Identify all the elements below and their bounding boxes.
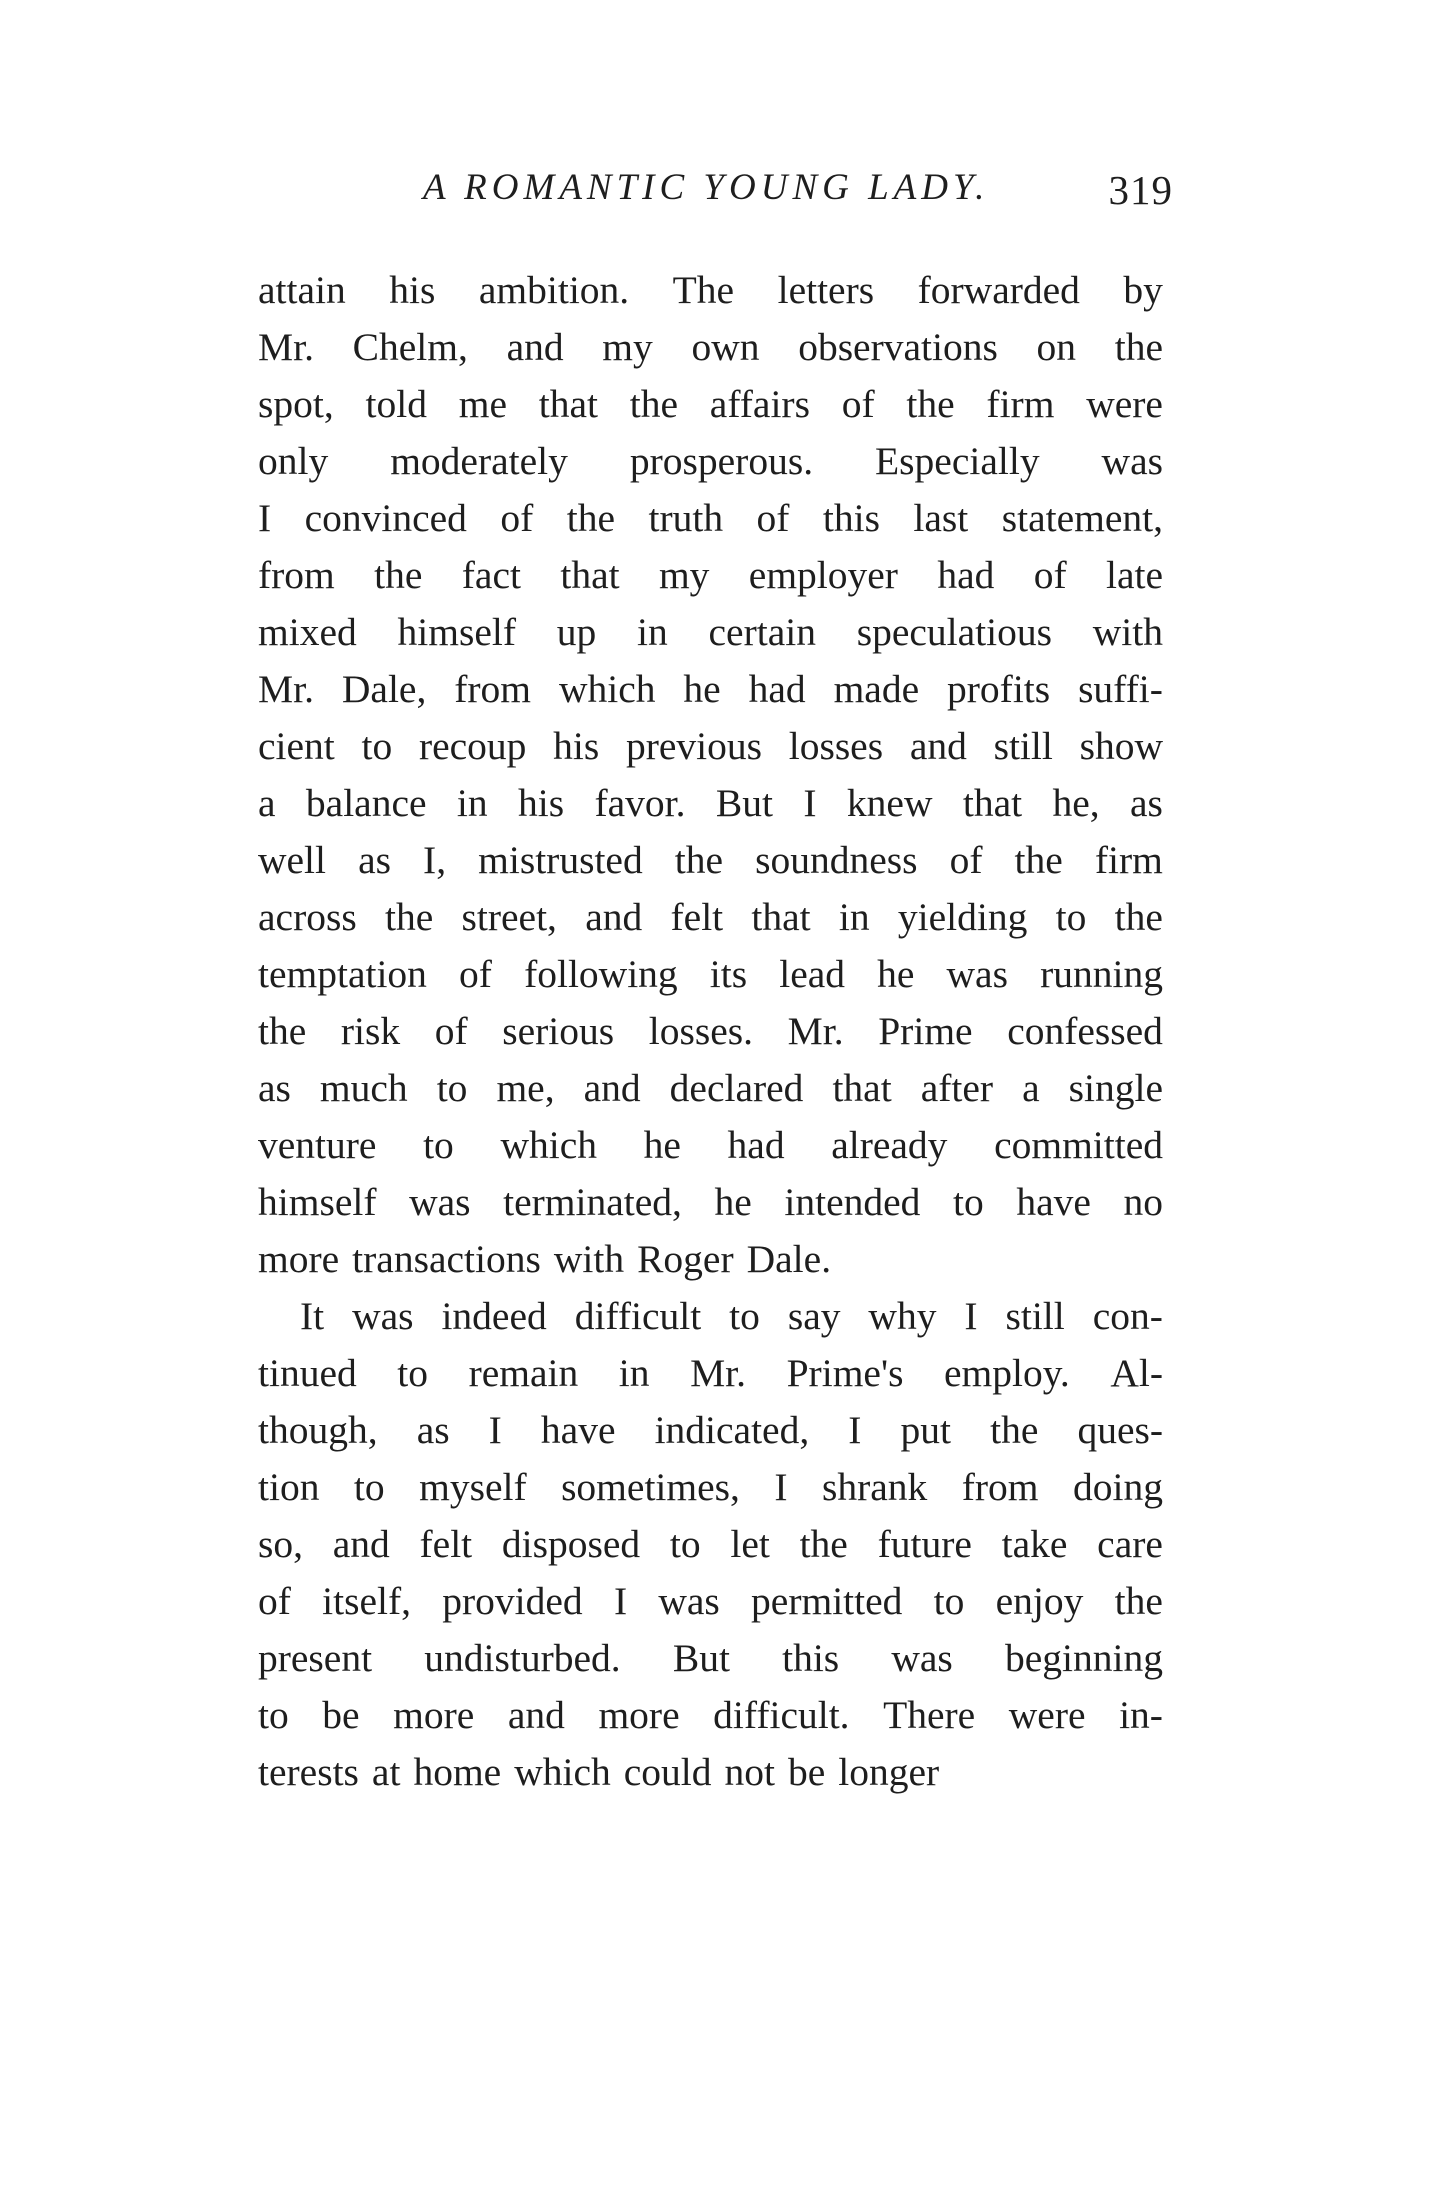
- word: and: [909, 724, 967, 768]
- running-title: A ROMANTIC YOUNG LADY.: [423, 167, 990, 208]
- word: undisturbed.: [424, 1636, 621, 1680]
- word: moderately: [390, 439, 568, 483]
- text-line: [258, 1516, 1163, 1573]
- word: fact: [461, 553, 521, 597]
- word: told: [365, 382, 427, 426]
- word: risk: [340, 1009, 401, 1053]
- word: and: [332, 1522, 390, 1566]
- word: Mr.: [787, 1009, 844, 1053]
- word: from: [961, 1465, 1039, 1509]
- word: I: [488, 1408, 502, 1452]
- word: terests: [258, 1750, 359, 1794]
- word: and: [585, 895, 643, 939]
- word: Dale.: [746, 1237, 832, 1281]
- word: Al-: [1110, 1351, 1163, 1395]
- word: this: [822, 496, 880, 540]
- word: were: [1008, 1693, 1086, 1737]
- word: as: [258, 1066, 291, 1110]
- word: the: [374, 553, 423, 597]
- word: across: [258, 895, 357, 939]
- text-line: [258, 1744, 1163, 1801]
- text-line: [258, 1573, 1163, 1630]
- word: transactions: [352, 1237, 541, 1281]
- text-line: [258, 1060, 1163, 1117]
- word: in: [838, 895, 870, 939]
- word: mistrusted: [478, 838, 643, 882]
- word: to: [258, 1693, 289, 1737]
- word: provided: [442, 1579, 583, 1623]
- word: doing: [1072, 1465, 1163, 1509]
- word: declared: [669, 1066, 804, 1110]
- word: of: [459, 952, 492, 996]
- word: suffi-: [1078, 667, 1163, 711]
- word: certain: [708, 610, 816, 654]
- word: previous: [625, 724, 762, 768]
- word: favor.: [594, 781, 686, 825]
- text-line: [258, 1687, 1163, 1744]
- word: to: [933, 1579, 965, 1623]
- word: street,: [461, 895, 557, 939]
- word: a: [1022, 1066, 1040, 1110]
- word: I,: [423, 838, 447, 882]
- word: affairs: [709, 382, 810, 426]
- word: prosperous.: [629, 439, 814, 483]
- word: The: [672, 268, 735, 312]
- word: future: [877, 1522, 972, 1566]
- word: ques-: [1077, 1408, 1163, 1452]
- word: the: [258, 1009, 307, 1053]
- word: balance: [305, 781, 427, 825]
- word: me,: [496, 1066, 555, 1110]
- word: running: [1040, 952, 1163, 996]
- word: longer: [838, 1750, 940, 1794]
- word: Mr.: [690, 1351, 747, 1395]
- word: that: [962, 781, 1023, 825]
- word: the: [1114, 1579, 1163, 1623]
- word: attain: [258, 268, 346, 312]
- word: himself: [258, 1180, 377, 1224]
- word: the: [1014, 838, 1063, 882]
- word: the: [629, 382, 679, 426]
- word: yielding: [897, 895, 1028, 939]
- word: temptation: [258, 952, 427, 996]
- word: care: [1097, 1522, 1163, 1566]
- word: in: [456, 781, 488, 825]
- word: I: [964, 1294, 978, 1338]
- word: It: [300, 1294, 325, 1338]
- page-header: [258, 162, 1270, 232]
- word: had: [937, 553, 995, 597]
- text-line: [258, 718, 1163, 775]
- word: could: [623, 1750, 712, 1794]
- word: the: [674, 838, 724, 882]
- word: were: [1086, 382, 1163, 426]
- text-line: [258, 490, 1163, 547]
- word: have: [1016, 1180, 1091, 1224]
- word: beginning: [1005, 1636, 1163, 1680]
- text-line: [258, 1402, 1163, 1459]
- word: truth: [648, 496, 724, 540]
- word: cient: [258, 724, 335, 768]
- word: Prime's: [786, 1351, 904, 1395]
- word: by: [1123, 268, 1163, 312]
- word: I: [774, 1465, 788, 1509]
- word: more: [598, 1693, 680, 1737]
- word: Chelm,: [352, 325, 468, 369]
- word: I: [848, 1408, 862, 1452]
- word: that: [538, 382, 598, 426]
- word: knew: [846, 781, 933, 825]
- word: his: [553, 724, 600, 768]
- text-line: [258, 661, 1163, 718]
- word: Especially: [875, 439, 1040, 483]
- text-line: [258, 376, 1163, 433]
- word: tinued: [258, 1351, 357, 1395]
- word: with: [553, 1237, 625, 1281]
- word: and: [506, 325, 564, 369]
- word: himself: [397, 610, 516, 654]
- word: he: [683, 667, 721, 711]
- word: spot,: [258, 382, 334, 426]
- word: that: [560, 553, 620, 597]
- word: single: [1068, 1066, 1163, 1110]
- word: indeed: [441, 1294, 547, 1338]
- word: me: [458, 382, 507, 426]
- word: losses: [788, 724, 884, 768]
- word: well: [258, 838, 327, 882]
- word: Roger: [637, 1237, 734, 1281]
- word: remain: [468, 1351, 579, 1395]
- word: Dale,: [341, 667, 427, 711]
- word: statement,: [1001, 496, 1163, 540]
- word: was: [352, 1294, 414, 1338]
- word: made: [833, 667, 920, 711]
- word: the: [799, 1522, 848, 1566]
- word: why: [868, 1294, 937, 1338]
- word: of: [434, 1009, 468, 1053]
- word: in: [618, 1351, 650, 1395]
- word: Mr.: [258, 325, 314, 369]
- word: the: [1114, 325, 1163, 369]
- word: in: [637, 610, 668, 654]
- word: was: [409, 1180, 471, 1224]
- word: sometimes,: [561, 1465, 740, 1509]
- word: forwarded: [917, 268, 1080, 312]
- word: losses.: [648, 1009, 754, 1053]
- word: con-: [1092, 1294, 1163, 1338]
- word: difficult: [574, 1294, 702, 1338]
- word: much: [319, 1066, 408, 1110]
- word: difficult.: [713, 1693, 850, 1737]
- word: ambition.: [478, 268, 630, 312]
- word: which: [558, 667, 656, 711]
- word: lead: [779, 952, 846, 996]
- word: the: [384, 895, 434, 939]
- word: following: [524, 952, 678, 996]
- word: be: [322, 1693, 360, 1737]
- word: letters: [777, 268, 875, 312]
- word: with: [1092, 610, 1163, 654]
- word: serious: [502, 1009, 615, 1053]
- word: But: [715, 781, 773, 825]
- text-line: [258, 775, 1163, 832]
- word: a: [258, 781, 276, 825]
- word: venture: [258, 1123, 377, 1167]
- word: to: [669, 1522, 701, 1566]
- text-line: [258, 1174, 1163, 1231]
- word: still: [993, 724, 1053, 768]
- word: more: [393, 1693, 475, 1737]
- text-line: [258, 1630, 1163, 1687]
- word: no: [1123, 1180, 1163, 1224]
- word: the: [990, 1408, 1039, 1452]
- word: as: [1130, 781, 1163, 825]
- word: after: [920, 1066, 994, 1110]
- word: mixed: [258, 610, 357, 654]
- word: had: [748, 667, 806, 711]
- page-number: 319: [1108, 167, 1173, 213]
- word: which: [514, 1750, 611, 1794]
- word: from: [454, 667, 532, 711]
- word: firm: [1094, 838, 1163, 882]
- word: of: [756, 496, 790, 540]
- text-line: [258, 832, 1163, 889]
- word: of: [500, 496, 534, 540]
- text-line: [258, 319, 1163, 376]
- word: was: [946, 952, 1008, 996]
- word: itself,: [322, 1579, 412, 1623]
- word: that: [832, 1066, 892, 1110]
- text-line: [258, 1459, 1163, 1516]
- word: take: [1001, 1522, 1068, 1566]
- word: its: [709, 952, 748, 996]
- word: to: [361, 724, 393, 768]
- word: from: [258, 553, 335, 597]
- word: though,: [258, 1408, 378, 1452]
- word: was: [1101, 439, 1163, 483]
- word: this: [782, 1636, 840, 1680]
- word: There: [883, 1693, 976, 1737]
- word: to: [423, 1123, 454, 1167]
- word: terminated,: [503, 1180, 682, 1224]
- word: his: [389, 268, 436, 312]
- word: had: [727, 1123, 785, 1167]
- word: let: [730, 1522, 770, 1566]
- word: to: [1055, 895, 1087, 939]
- word: observations: [798, 325, 998, 369]
- word: of: [258, 1579, 291, 1623]
- word: only: [258, 439, 329, 483]
- word: tion: [258, 1465, 320, 1509]
- word: indicated,: [654, 1408, 810, 1452]
- word: convinced: [304, 496, 467, 540]
- word: firm: [986, 382, 1055, 426]
- word: to: [397, 1351, 429, 1395]
- text-line: [258, 1231, 1163, 1288]
- word: the: [1114, 895, 1163, 939]
- text-line: [258, 946, 1163, 1003]
- word: have: [540, 1408, 616, 1452]
- word: Prime: [878, 1009, 973, 1053]
- word: and: [583, 1066, 641, 1110]
- word: he: [714, 1180, 752, 1224]
- word: in-: [1119, 1693, 1163, 1737]
- word: as: [358, 838, 391, 882]
- word: to: [952, 1180, 984, 1224]
- word: to: [729, 1294, 760, 1338]
- word: employer: [748, 553, 898, 597]
- word: that: [751, 895, 811, 939]
- word: at: [371, 1750, 401, 1794]
- word: show: [1079, 724, 1163, 768]
- word: enjoy: [995, 1579, 1084, 1623]
- word: shrank: [821, 1465, 928, 1509]
- word: felt: [419, 1522, 473, 1566]
- word: I: [613, 1579, 628, 1623]
- word: already: [831, 1123, 948, 1167]
- word: of: [1033, 553, 1067, 597]
- word: so,: [258, 1522, 303, 1566]
- text-line: [258, 547, 1163, 604]
- word: my: [602, 325, 653, 369]
- word: But: [672, 1636, 730, 1680]
- word: committed: [994, 1123, 1163, 1167]
- word: I: [803, 781, 817, 825]
- word: he: [877, 952, 915, 996]
- word: of: [949, 838, 983, 882]
- word: put: [900, 1408, 952, 1452]
- word: recoup: [418, 724, 527, 768]
- word: employ.: [943, 1351, 1070, 1395]
- word: own: [691, 325, 760, 369]
- word: home: [413, 1750, 502, 1794]
- word: which: [500, 1123, 597, 1167]
- word: the: [906, 382, 955, 426]
- word: of: [841, 382, 875, 426]
- word: disposed: [501, 1522, 641, 1566]
- text-line: [258, 1117, 1163, 1174]
- text-line: [258, 1003, 1163, 1060]
- word: I: [258, 496, 272, 540]
- word: his: [518, 781, 565, 825]
- text-line: [258, 604, 1163, 661]
- word: last: [913, 496, 969, 540]
- text-line: [258, 889, 1163, 946]
- word: he,: [1052, 781, 1100, 825]
- word: felt: [670, 895, 724, 939]
- text-line: [258, 1288, 1163, 1345]
- word: was: [891, 1636, 953, 1680]
- text-line: [258, 433, 1163, 490]
- word: Mr.: [258, 667, 314, 711]
- word: intended: [784, 1180, 921, 1224]
- word: still: [1005, 1294, 1065, 1338]
- word: to: [353, 1465, 385, 1509]
- word: profits: [947, 667, 1051, 711]
- word: speculatious: [856, 610, 1052, 654]
- word: late: [1105, 553, 1163, 597]
- word: he: [643, 1123, 681, 1167]
- text-line: [258, 262, 1163, 319]
- word: soundness: [755, 838, 918, 882]
- word: the: [566, 496, 616, 540]
- word: on: [1036, 325, 1077, 369]
- body-text: [258, 262, 1163, 1801]
- word: permitted: [751, 1579, 903, 1623]
- word: confessed: [1007, 1009, 1163, 1053]
- word: present: [258, 1636, 373, 1680]
- word: and: [507, 1693, 565, 1737]
- word: myself: [419, 1465, 527, 1509]
- word: not: [724, 1750, 775, 1794]
- text-line: [258, 1345, 1163, 1402]
- word: was: [658, 1579, 720, 1623]
- word: be: [788, 1750, 826, 1794]
- word: more: [258, 1237, 340, 1281]
- word: as: [416, 1408, 450, 1452]
- word: my: [658, 553, 710, 597]
- word: say: [787, 1294, 841, 1338]
- word: to: [436, 1066, 468, 1110]
- word: up: [556, 610, 597, 654]
